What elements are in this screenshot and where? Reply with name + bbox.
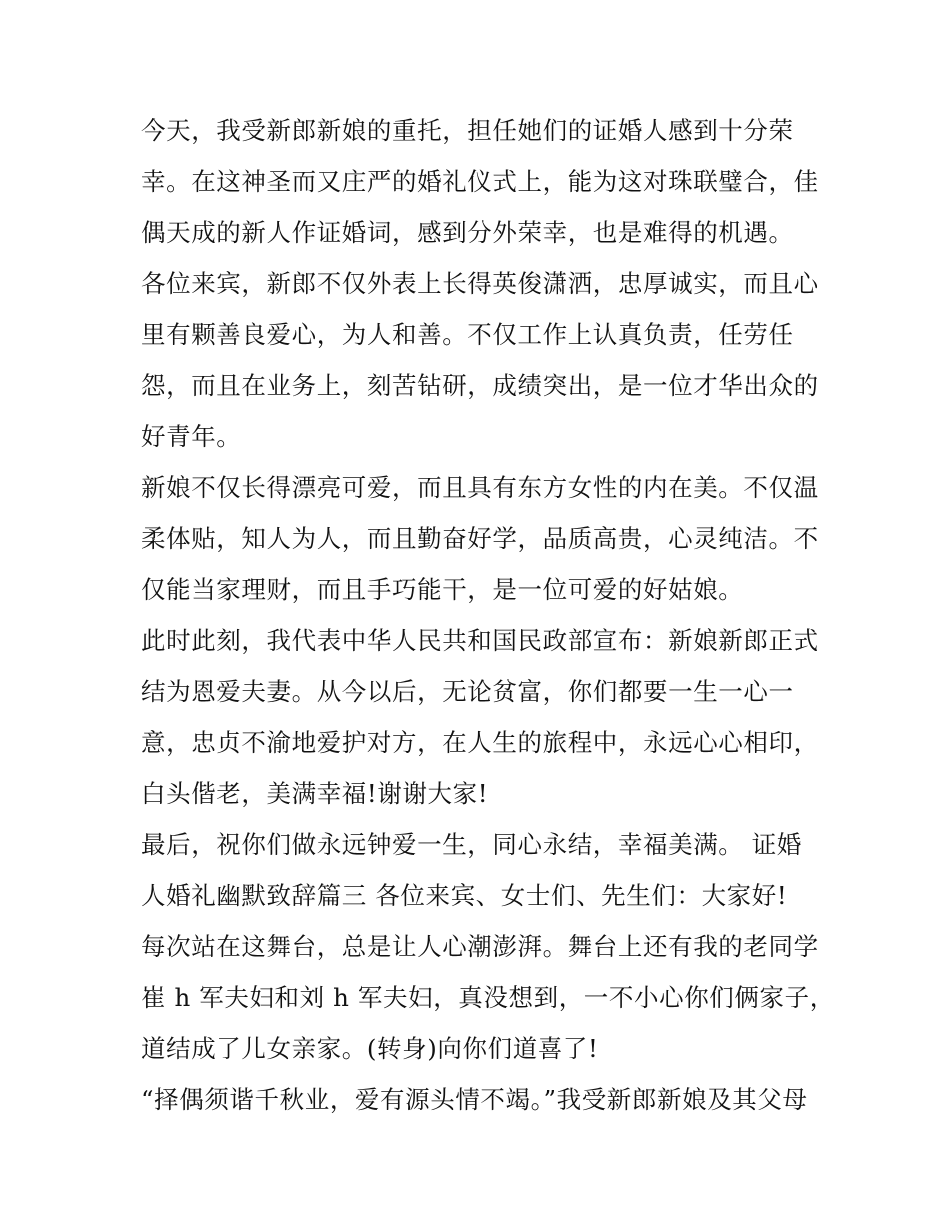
text-line: 此时此刻，我代表中华人民共和国民政部宣布：新娘新郎正式 (141, 626, 819, 655)
text-line: 新娘不仅长得漂亮可爱，而且具有东方女性的内在美。不仅温 (141, 473, 819, 502)
text-line: 人婚礼幽默致辞篇三 各位来宾、女士们、先生们：大家好! (141, 881, 788, 910)
text-line: 好青年。 (141, 422, 242, 451)
text-line: 每次站在这舞台，总是让人心潮澎湃。舞台上还有我的老同学 (141, 932, 819, 961)
text-line: 里有颗善良爱心，为人和善。不仅工作上认真负责，任劳任 (141, 320, 794, 349)
text-line: 最后，祝你们做永远钟爱一生，同心永结，幸福美满。 证婚 (141, 830, 802, 859)
text-line: 柔体贴，知人为人，而且勤奋好学，品质高贵，心灵纯洁。不 (141, 524, 819, 553)
text-line: 幸。在这神圣而又庄严的婚礼仪式上，能为这对珠联璧合，佳 (141, 167, 819, 196)
text-line: 结为恩爱夫妻。从今以后，无论贫富，你们都要一生一心一 (141, 677, 794, 706)
document-body (141, 108, 835, 1128)
text-line: 仅能当家理财，而且手巧能干，是一位可爱的好姑娘。 (141, 575, 744, 604)
text-line: 怨，而且在业务上，刻苦钻研，成绩突出，是一位才华出众的 (141, 371, 819, 400)
text-line: 崔 h 军夫妇和刘 h 军夫妇，真没想到，一不小心你们俩家子， (141, 983, 835, 1012)
text-line: 意，忠贞不渝地爱护对方，在人生的旅程中，永远心心相印， (141, 728, 819, 757)
text-line: 偶天成的新人作证婚词，感到分外荣幸，也是难得的机遇。 (141, 218, 794, 247)
text-line: 各位来宾，新郎不仅外表上长得英俊潇洒，忠厚诚实，而且心 (141, 269, 819, 298)
text-line: 今天，我受新郎新娘的重托，担任她们的证婚人感到十分荣 (141, 116, 794, 145)
text-line: “择偶须谐千秋业，爱有源头情不竭。”我受新郎新娘及其父母 (141, 1085, 808, 1114)
text-line: 白头偕老，美满幸福!谢谢大家! (141, 779, 489, 808)
text-line: 道结成了儿女亲家。(转身)向你们道喜了! (141, 1034, 599, 1063)
